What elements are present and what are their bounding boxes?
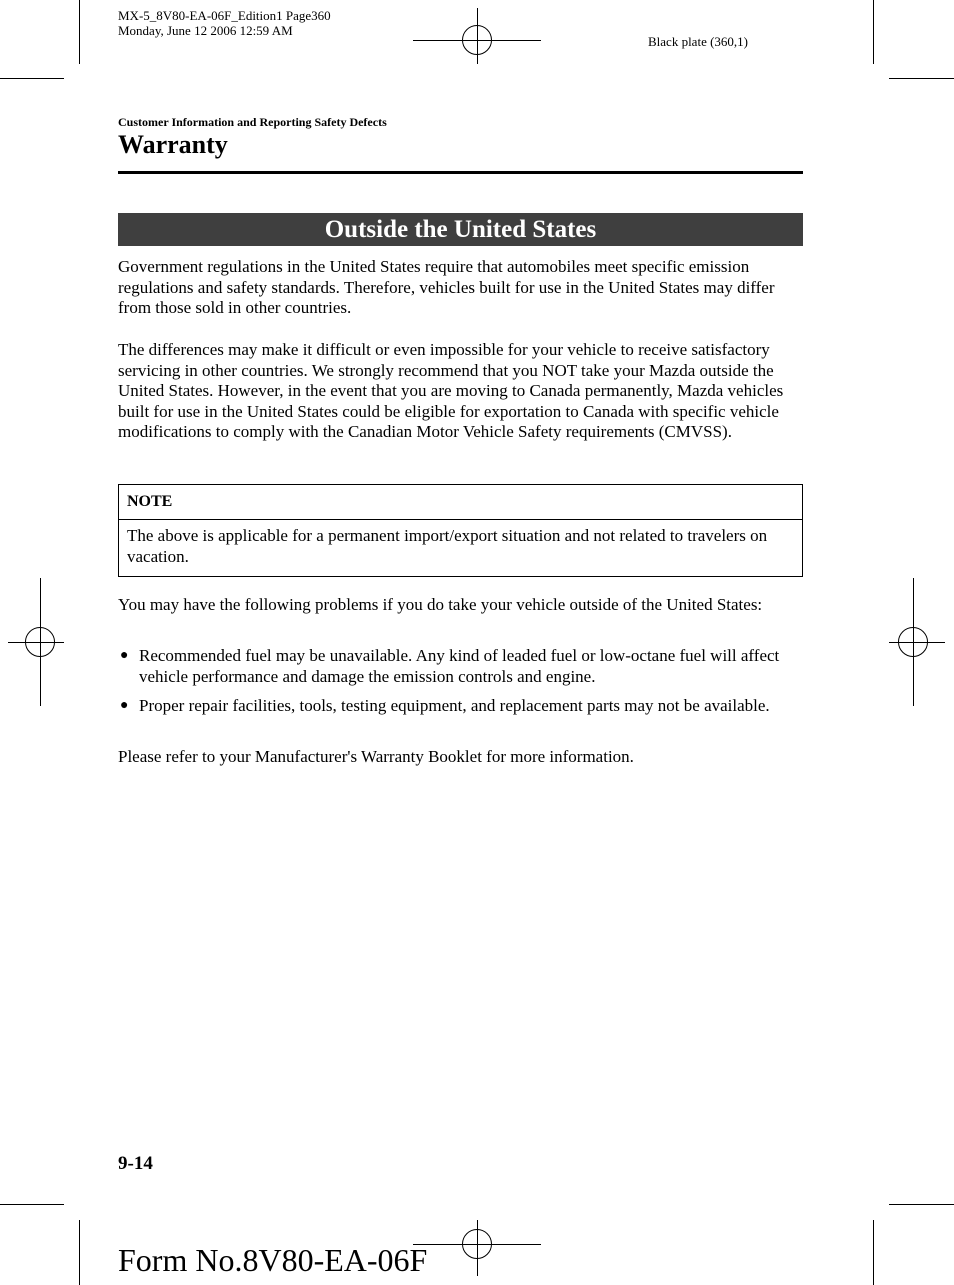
slug-line-2: Monday, June 12 2006 12:59 AM [118, 23, 293, 38]
list-item [118, 696, 803, 717]
section-label: Customer Information and Reporting Safety Defects [118, 115, 387, 129]
list-item [118, 646, 803, 687]
print-slug [118, 8, 331, 38]
paragraph: You may have the following problems if you do take your vehicle outside of the United States: [118, 595, 763, 614]
paragraph: Please refer to your Manufacturer's Warranty Booklet for more information. [118, 747, 634, 766]
note-body: The above is applicable for a permanent import/export situation and not related to travelers on vacation. [127, 526, 768, 566]
crop-mark [0, 78, 64, 79]
crop-mark [79, 1220, 80, 1285]
crop-mark [0, 1204, 64, 1205]
title-rule [118, 171, 803, 174]
page-number: 9-14 [118, 1153, 153, 1174]
crop-mark [873, 1220, 874, 1285]
bullet-icon: ● [120, 648, 129, 663]
list-item-text: Recommended fuel may be unavailable. Any kind of leaded fuel or low-octane fuel will affect vehicle performance and damage the emission controls and engine. [139, 646, 780, 686]
section-banner: Outside the United States [118, 213, 803, 246]
crop-mark [889, 78, 954, 79]
slug-line-1: MX-5_8V80-EA-06F_Edition1 Page360 [118, 8, 331, 23]
registration-circle [462, 1229, 492, 1259]
paragraph: The differences may make it difficult or even impossible for your vehicle to receive satisfactory servicing in other countries. We strongly recommend that you NOT take your Mazda outside the United States. However, in the event that you are moving to Canada permanently, Mazda vehicles built for use in the United States could be eligible for exportation to Canada with specific vehicle modifications to comply with the Canadian Motor Vehicle Safety requirements (CMVSS). [118, 340, 784, 442]
note-box [118, 484, 803, 577]
registration-circle [25, 627, 55, 657]
crop-mark [873, 0, 874, 64]
list-item-text: Proper repair facilities, tools, testing equipment, and replacement parts may not be available. [139, 696, 770, 715]
registration-circle [898, 627, 928, 657]
crop-mark [79, 0, 80, 64]
bullet-icon: ● [120, 698, 129, 713]
crop-mark [889, 1204, 954, 1205]
note-heading: NOTE [119, 485, 802, 520]
paragraph: Government regulations in the United States require that automobiles meet specific emission regulations and safety standards. Therefore, vehicles built for use in the United States may differ from those sold in other countries. [118, 257, 775, 318]
plate-label: Black plate (360,1) [648, 34, 748, 49]
registration-circle [462, 25, 492, 55]
page-title: Warranty [118, 130, 228, 159]
form-number: Form No.8V80-EA-06F [118, 1242, 428, 1278]
